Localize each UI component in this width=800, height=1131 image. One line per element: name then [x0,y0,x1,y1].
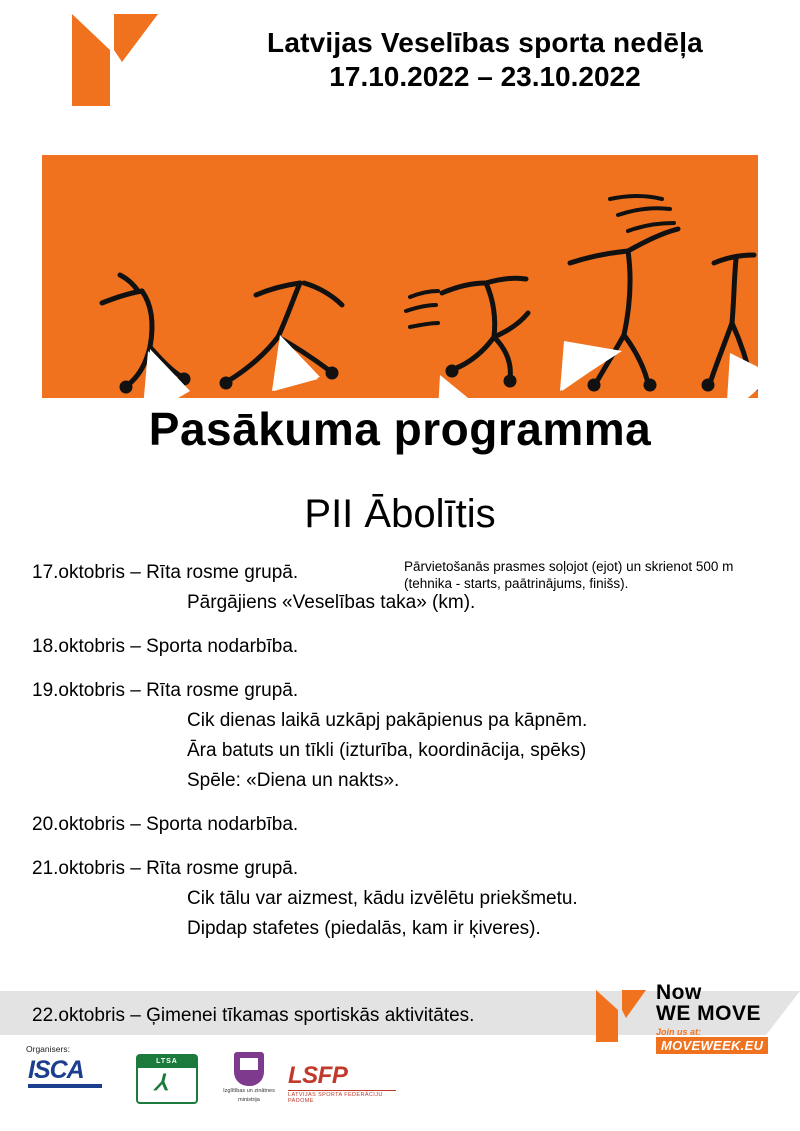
ltsa-figure-icon: ⅄ [154,1070,168,1095]
isca-logo-bar [28,1084,102,1088]
now-we-move-wordmark [656,982,761,1024]
now-we-move-line1: Now [656,981,702,1004]
program-day-item [32,676,772,796]
program-day-detail: Cik tālu var aizmest, kādu izvēlētu priekšmetu. [187,888,578,909]
program-day-detail: Pārgājiens «Veselības taka» (km). [187,592,476,613]
now-we-move-arrow-icon [592,984,652,1046]
program-day-heading: 19.oktobris – Rīta rosme grupā. [32,680,299,701]
program-day-heading: 21.oktobris – Rīta rosme grupā. [32,858,299,879]
program-day-heading: 17.oktobris – Rīta rosme grupā. [32,562,299,583]
venue-title: PII Ābolītis [304,492,496,536]
program-day-heading: 18.oktobris – Sporta nodarbība. [32,636,299,657]
program-day-item [32,810,772,840]
isca-logo: ISCA [28,1056,84,1084]
join-us-label: Join us at: [656,1027,702,1037]
program-note-line1: Pārvietošanās prasmes soļojot (ejot) un skrienot 500 m [404,559,734,574]
program-day-item [32,632,772,662]
coat-of-arms-icon [234,1052,264,1086]
program-day-detail: Cik dienas laikā uzkāpj pakāpienus pa kāpnēm. [187,710,588,731]
program-list [32,558,772,958]
header-title-line2: 17.10.2022 – 23.10.2022 [329,61,641,92]
ltsa-logo [136,1054,198,1104]
program-day-detail: Āra batuts un tīkli (izturība, koordinācija, spēks) [187,740,587,761]
page-header [0,0,800,130]
program-day-detail: Dipdap stafetes (piedalās, kam ir ķiveres). [187,918,541,939]
program-day-item [32,854,772,944]
header-title-line1: Latvijas Veselības sporta nedēļa [267,27,703,58]
page-title: Pasākuma programma [148,403,652,455]
organisers-label: Organisers: [26,1044,70,1054]
lsfp-logo-subtitle: LATVIJAS SPORTA FEDERĀCIJU PADOME [288,1090,396,1104]
izm-caption-line2: ministrija [238,1097,260,1103]
athletes-banner-image [42,155,758,398]
lsfp-logo-name: LSFP [288,1062,348,1089]
izm-logo [216,1052,282,1104]
header-title-block [190,26,780,94]
program-day-heading-last: 22.oktobris – Ģimenei tīkamas sportiskās aktivitātes. [32,1005,475,1026]
organisers-row [20,1044,440,1114]
now-we-move-line2: WE MOVE [656,1002,762,1025]
lsfp-logo [288,1062,408,1104]
ltsa-logo-label: LTSA [138,1056,196,1068]
program-note [404,558,800,592]
now-we-move-logo [592,982,772,1054]
izm-caption-line1: Izglītības un zinātnes [223,1088,275,1094]
now-we-move-arrow-logo-icon [62,10,172,110]
program-day-detail: Spēle: «Diena un nakts». [187,770,400,791]
moveweek-url[interactable]: MOVEWEEK.EU [656,1037,768,1054]
program-day-item [32,558,772,618]
program-day-heading: 20.oktobris – Sporta nodarbība. [32,814,299,835]
program-note-line2: (tehnika - starts, paātrinājums, finišs). [404,576,629,591]
